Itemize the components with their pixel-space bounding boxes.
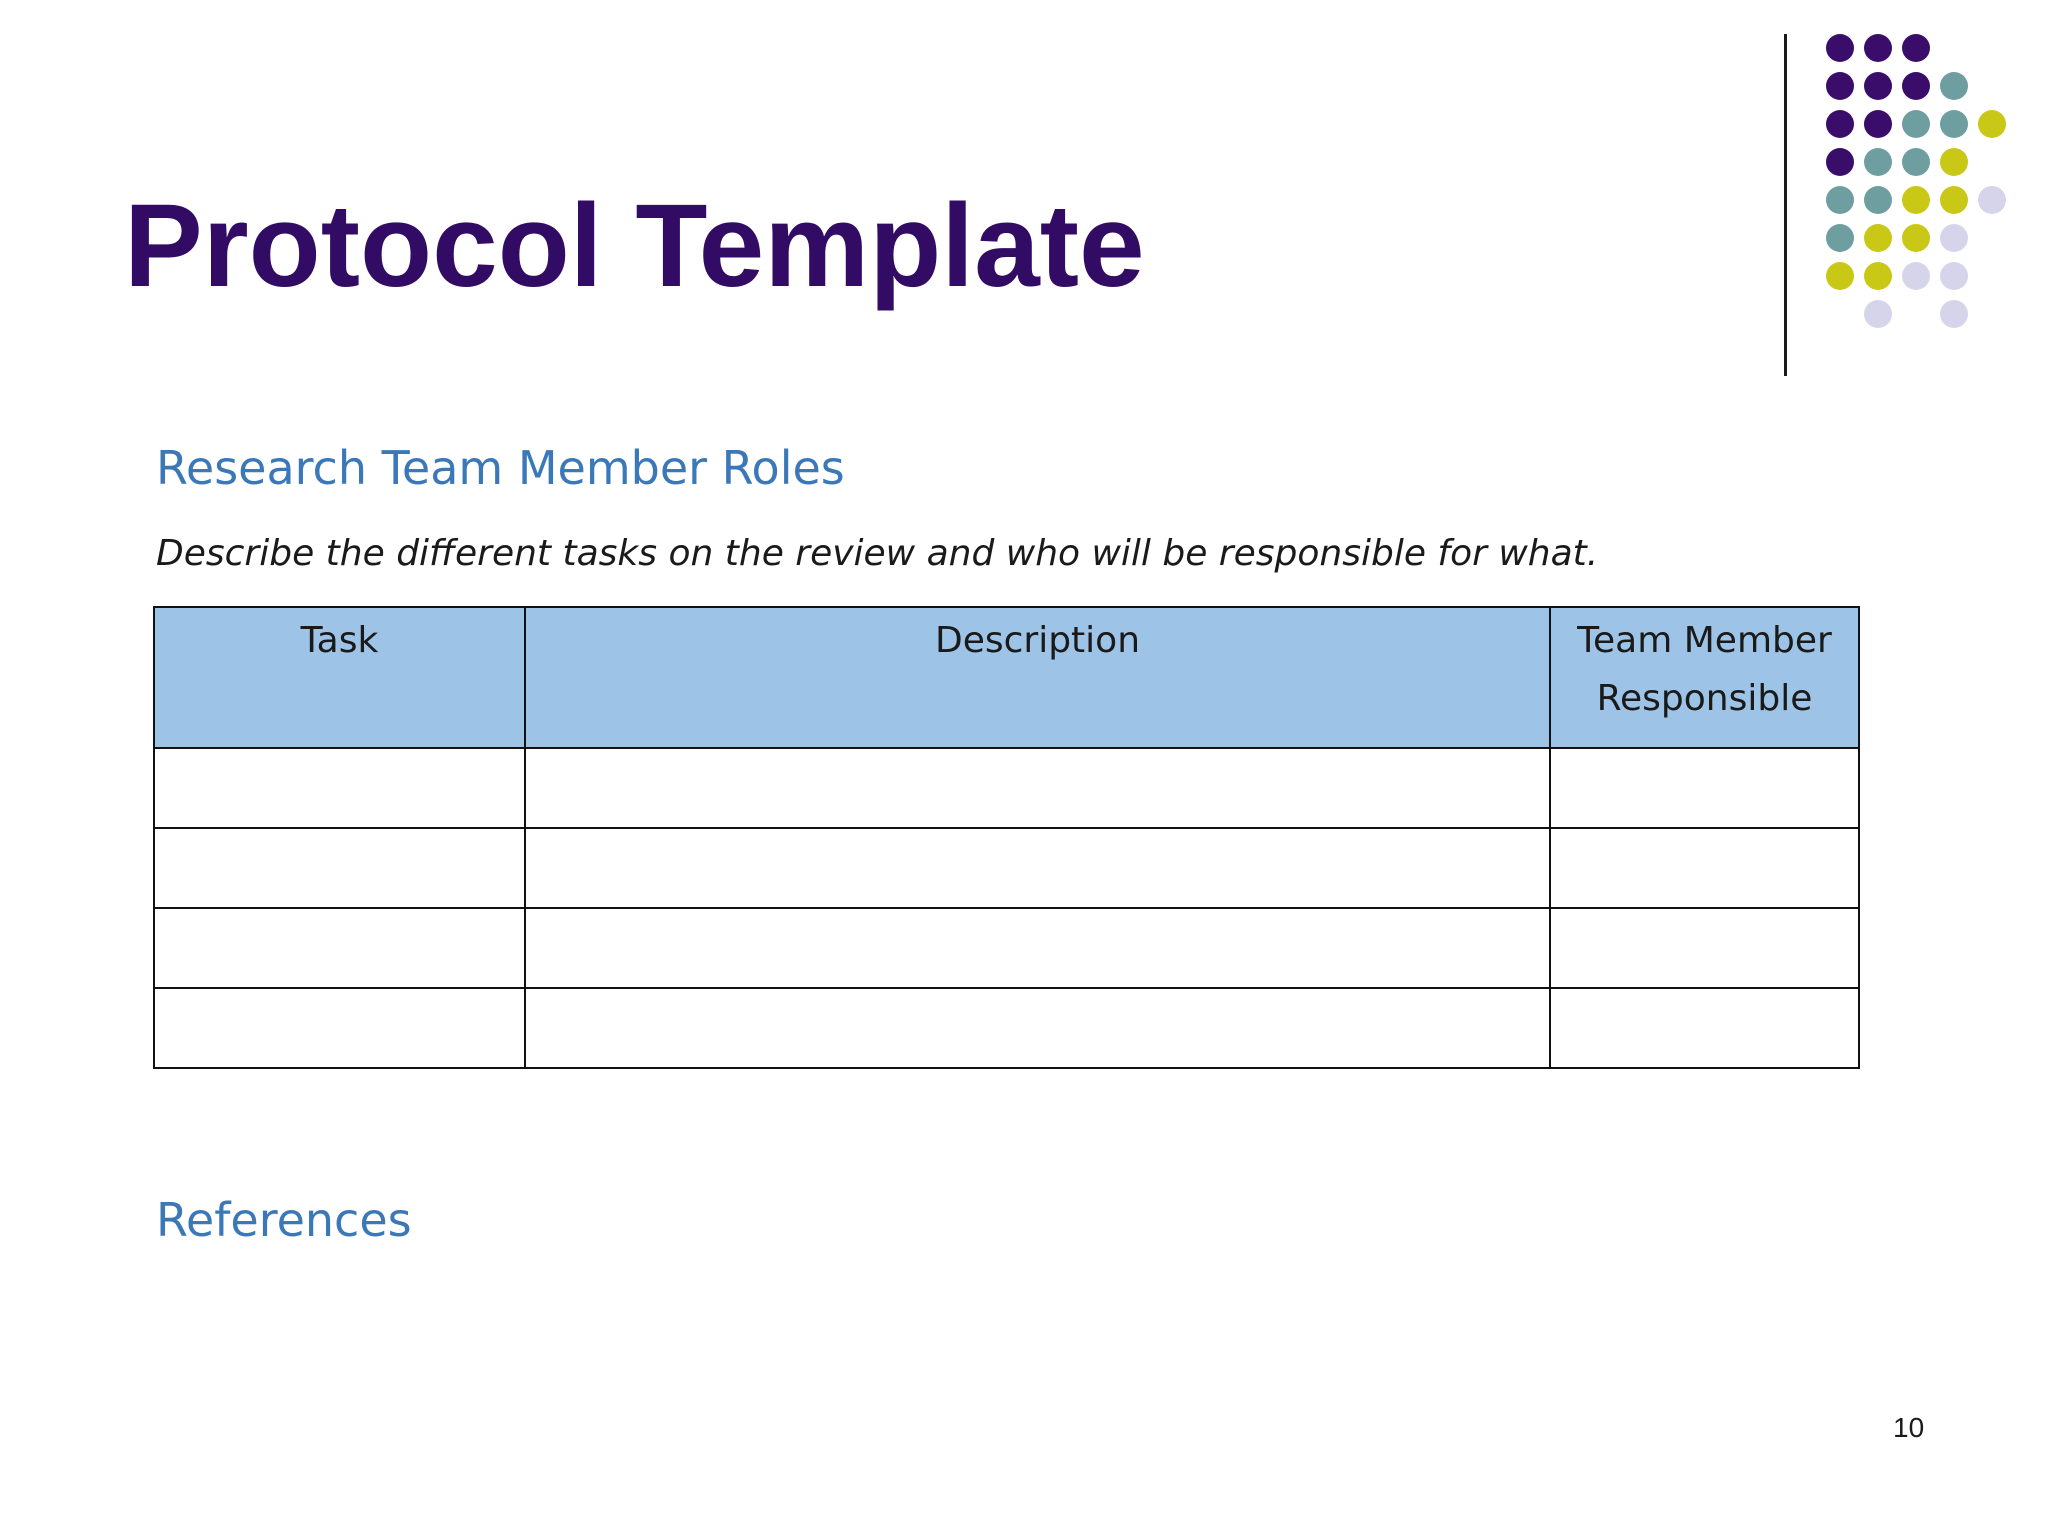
page-number: 10	[1893, 1412, 1925, 1443]
table-row	[154, 748, 1859, 828]
team-member-cell[interactable]	[1550, 988, 1859, 1068]
decorative-dot	[1902, 34, 1930, 62]
table-row	[154, 988, 1859, 1068]
decorative-dot	[1826, 148, 1854, 176]
decorative-dot	[1940, 224, 1968, 252]
decorative-dot	[1864, 110, 1892, 138]
team-member-cell[interactable]	[1550, 828, 1859, 908]
decorative-dot	[1864, 262, 1892, 290]
roles-table	[153, 606, 1860, 1069]
decorative-dot	[1864, 148, 1892, 176]
team-member-cell[interactable]	[1550, 748, 1859, 828]
decorative-dot	[1940, 72, 1968, 100]
team-member-cell[interactable]	[1550, 908, 1859, 988]
decorative-dot	[1864, 224, 1892, 252]
research-team-roles-heading: Research Team Member Roles	[156, 441, 845, 495]
decorative-dot	[1978, 186, 2006, 214]
description-column-header: Description	[525, 607, 1550, 748]
title-divider-line	[1784, 34, 1787, 376]
task-cell[interactable]	[154, 748, 525, 828]
table-row	[154, 828, 1859, 908]
decorative-dot	[1940, 262, 1968, 290]
slide-title: Protocol Template	[124, 180, 1145, 312]
decorative-dot	[1978, 110, 2006, 138]
description-cell[interactable]	[525, 988, 1550, 1068]
roles-instructions: Describe the different tasks on the review and who will be responsible for what.	[156, 533, 1599, 574]
decorative-dot	[1864, 34, 1892, 62]
decorative-dot	[1902, 262, 1930, 290]
task-cell[interactable]	[154, 988, 525, 1068]
decorative-dot	[1826, 34, 1854, 62]
decorative-dot	[1826, 186, 1854, 214]
decorative-dot	[1826, 262, 1854, 290]
description-cell[interactable]	[525, 828, 1550, 908]
team-member-responsible-column-header: Team Member Responsible	[1550, 607, 1859, 748]
table-row	[154, 908, 1859, 988]
description-cell[interactable]	[525, 908, 1550, 988]
references-heading: References	[156, 1193, 412, 1247]
decorative-dot	[1826, 72, 1854, 100]
decorative-dot	[1826, 110, 1854, 138]
decorative-dot	[1864, 300, 1892, 328]
decorative-dot	[1826, 224, 1854, 252]
decorative-dot	[1902, 148, 1930, 176]
description-cell[interactable]	[525, 748, 1550, 828]
decorative-dot	[1902, 72, 1930, 100]
task-cell[interactable]	[154, 828, 525, 908]
decorative-dot	[1864, 186, 1892, 214]
decorative-dot	[1864, 72, 1892, 100]
task-column-header: Task	[154, 607, 525, 748]
decorative-dot	[1940, 148, 1968, 176]
roles-table-header-row	[154, 607, 1859, 748]
decorative-dot	[1940, 110, 1968, 138]
decorative-dot	[1902, 186, 1930, 214]
decorative-dot	[1940, 186, 1968, 214]
task-cell[interactable]	[154, 908, 525, 988]
decorative-dot	[1902, 224, 1930, 252]
decorative-dot	[1902, 110, 1930, 138]
decorative-dot	[1940, 300, 1968, 328]
